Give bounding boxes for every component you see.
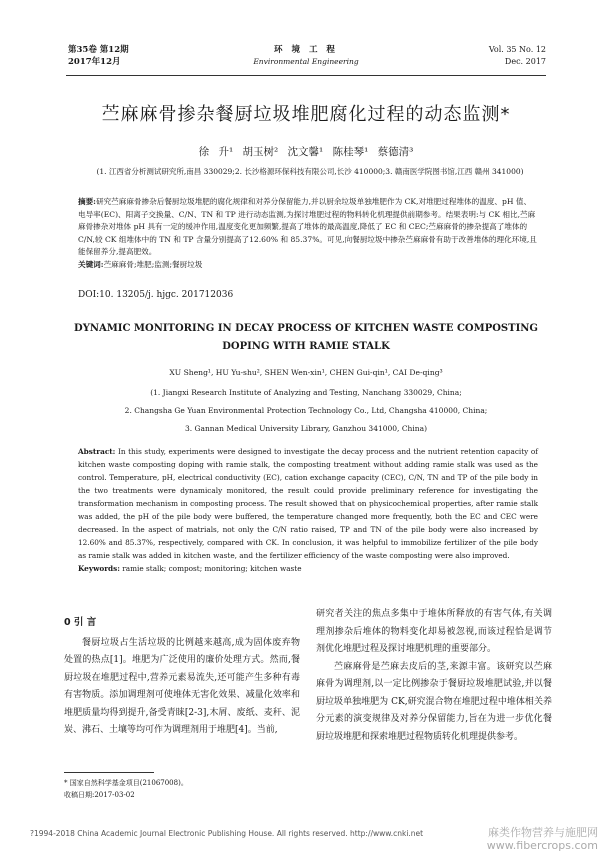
section-heading: 0 引 言 [64, 617, 97, 628]
body-column-left [64, 614, 300, 740]
keywords-en-label: Keywords: [78, 564, 120, 573]
keywords-cn-label: 关键词: [78, 259, 104, 269]
paper-title-en [0, 320, 612, 356]
title-en-line1: DYNAMIC MONITORING IN DECAY PROCESS OF KITCHEN WASTE COMPOSTING [74, 323, 538, 334]
keywords-cn: 苎麻麻骨;堆肥;监测;餐厨垃圾 [103, 259, 203, 269]
watermark [487, 826, 598, 852]
volume-en: Vol. 35 No. 12 [488, 45, 546, 54]
affiliation-en-line3: 3. Gannan Medical University Library, Ganzhou 341000, China) [184, 424, 428, 433]
abstract-en-label: Abstract: [78, 447, 116, 456]
watermark-line2: www.fibercrops.com [486, 839, 598, 852]
title-en-line2: DOPING WITH RAMIE STALK [222, 341, 390, 352]
journal-name-en: Environmental Engineering [253, 57, 359, 66]
paper-title-cn: 苎麻麻骨掺杂餐厨垃圾堆肥腐化过程的动态监测* [101, 104, 511, 125]
affiliation-en-line1: (1. Jiangxi Research Institute of Analyzing and Testing, Nanchang 330029, China; [150, 388, 462, 397]
header-issue [489, 44, 546, 68]
body-paragraph: 苎麻麻骨是苎麻去皮后的茎,来源丰富。该研究以苎麻麻骨为调理剂,以一定比例掺杂于餐厨垃圾堆肥试验,并以餐厨垃圾单独堆肥为 CK,研究混合物在堆肥过程中堆体相关养分元素的演变规律及对养分保留能力,旨在为进一步优化餐厨垃圾堆肥和探索堆肥过程物质转化机理提供参考。 [316, 661, 552, 742]
abstract-cn-label: 摘要: [78, 197, 96, 206]
footnote [64, 777, 188, 801]
authors-cn: 徐 升¹ 胡玉树² 沈文馨¹ 陈桂琴¹ 蔡德清³ [198, 146, 414, 158]
body-paragraph: 研究者关注的焦点多集中于堆体所释放的有害气体,有关调理剂掺杂后堆体的物料变化却易被忽视,而该过程恰是调节剂优化堆肥过程及探讨堆肥机理的重要部分。 [316, 609, 552, 654]
doi: DOI:10. 13205/j. hjgc. 201712036 [78, 290, 234, 300]
authors-en: XU Sheng¹, HU Yu-shu², SHEN Wen-xin¹, CHEN Gui-qin¹, CAI De-qing³ [169, 368, 443, 377]
copyright-line: ?1994-2018 China Academic Journal Electronic Publishing House. All rights reserved. http://www.cnki.net [30, 829, 424, 838]
abstract-en [78, 445, 538, 575]
journal-name-cn: 环 境 工 程 [274, 45, 338, 55]
footnote-received: 收稿日期:2017-03-02 [64, 791, 135, 799]
date-en: Dec. 2017 [504, 57, 546, 66]
body-paragraph: 餐厨垃圾占生活垃圾的比例越来越高,成为固体废弃物处置的热点[1]。堆肥为广泛使用的廉价处理方式。然而,餐厨垃圾在堆肥过程中,营养元素易流失,还可能产生多种有毒有害物质。添加调理剂可使堆体无害化效果、减量化效率和堆肥质量均得到提升,备受青睐[2-3],木屑、废纸、麦秆、泥炭、沸石、土壤等均可作为调理剂用于堆肥[4]。当前, [64, 637, 300, 735]
body-column-right [316, 606, 552, 746]
affiliation-cn: (1. 江西省分析测试研究所,南昌 330029;2. 长沙格源环保科技有限公司,长沙 410000;3. 赣南医学院图书馆,江西 赣州 341000) [96, 167, 524, 176]
abstract-cn [78, 196, 538, 271]
footnote-divider [64, 772, 154, 773]
affiliation-en-line2: 2. Changsha Ge Yuan Environmental Protection Technology Co., Ltd, Changsha 410000, China; [124, 406, 488, 415]
header-divider [66, 75, 546, 76]
abstract-cn-text: 研究苎麻麻骨掺杂后餐厨垃圾堆肥的腐化规律和对养分保留能力,并以厨余垃圾单独堆肥作为 CK,对堆肥过程堆体的温度、pH 值、电导率(EC)、阳离子交换量、C/N、TN 和 TP 进行动态监测,为探讨堆肥过程的物料转化机理提供前期参考。结果表明:与 CK 相比,苎麻麻骨掺杂对堆体 pH 具有一定的缓冲作用,温度变化更加频繁,提高了堆体的最高温度,降低了 EC 和 CEC;苎麻麻骨的掺杂提高了堆体的 C/N,较 CK 组堆体中的 TN 和 TP 含量分别提高了12.60% 和 85.37%。可见,向餐厨垃圾中掺杂苎麻麻骨有助于改善堆体的理化环境,且能保留养分,提高肥效。 [78, 197, 537, 256]
footnote-fund: * 国家自然科学基金项目(21067008)。 [64, 779, 188, 787]
date-cn: 2017年12月 [68, 57, 121, 67]
abstract-en-text: In this study, experiments were designed to investigate the decay process and the nutrient retention capacity of kitchen waste composting doping with ramie stalk, the composting treatment without adding ramie stalk was used as the control. Temperature, pH, electrical conductivity (EC), cation exchange capacity (CEC), C/N, TN and TP of the pile body in the two treatments were dynamicaly monitored, the result could provide preliminary reference for investigating the transformation mechanism in composting process. The result showed that on physicochemical properties, after ramie stalk was added, the pH of the pile body were buffered, the temperature changed more frequently, both the EC and CEC were decreased. In the aspect of matrials, not only the C/N ratio raised, TP and TN of the pile body were also increased by 12.60% and 85.37%, respectively, compared with CK. In conclusion, it was helpful to immobilize fertilizer of the pile body as ramie stalk was added in kitchen waste, and the fertilizer efficiency of the waste composting were also improved. [78, 447, 538, 560]
volume-cn: 第35卷 第12期 [68, 45, 129, 55]
keywords-en: ramie stalk; compost; monitoring; kitchen waste [122, 564, 302, 573]
affiliation-en [0, 384, 612, 438]
watermark-line1: 麻类作物营养与施肥网 [488, 826, 598, 839]
